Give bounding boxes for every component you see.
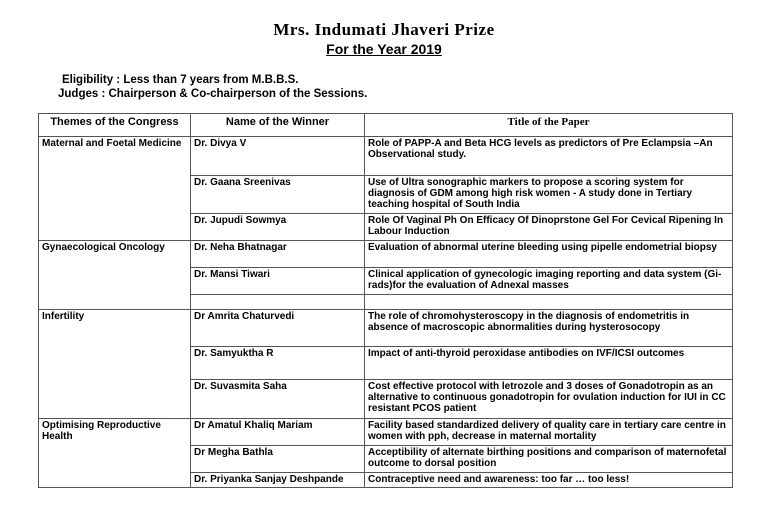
winner-name: Dr. Mansi Tiwari	[191, 268, 365, 295]
winner-name: Dr. Samyuktha R	[191, 347, 365, 380]
table-row	[39, 241, 733, 268]
winner-name: Dr Amatul Khaliq Mariam	[191, 419, 365, 446]
paper-title: Acceptibility of alternate birthing positions and comparison of maternofetal outcome to dorsal position	[365, 446, 733, 473]
paper-title: Role of PAPP-A and Beta HCG levels as predictors of Pre Eclampsia –An Observational study.	[365, 137, 733, 176]
judges-text: Judges : Chairperson & Co-chairperson of the Sessions.	[58, 88, 368, 100]
page-title: Mrs. Indumati Jhaveri Prize	[273, 20, 495, 39]
theme-cell: Maternal and Foetal Medicine	[39, 137, 191, 241]
paper-title: Role Of Vaginal Ph On Efficacy Of Dinoprstone Gel For Cevical Ripening In Labour Induction	[365, 214, 733, 241]
winner-name: Dr. Priyanka Sanjay Deshpande	[191, 473, 365, 488]
winner-name: Dr. Gaana Sreenivas	[191, 176, 365, 214]
paper-title: Cost effective protocol with letrozole and 3 doses of Gonadotropin as an alternative to continuous gonadotropin for ovulation induction for IUI in CC resistant PCOS patient	[365, 380, 733, 419]
header-paper-title: Title of the Paper	[365, 114, 733, 137]
eligibility-text: Eligibility : Less than 7 years from M.B.B.S.	[62, 74, 299, 86]
header-themes: Themes of the Congress	[39, 114, 191, 137]
paper-title: Impact of anti-thyroid peroxidase antibodies on IVF/ICSI outcomes	[365, 347, 733, 380]
winner-name: Dr. Suvasmita Saha	[191, 380, 365, 419]
winner-name: Dr Amrita Chaturvedi	[191, 310, 365, 347]
winner-name: Dr. Jupudi Sowmya	[191, 214, 365, 241]
winners-table	[38, 113, 733, 488]
paper-title: Evaluation of abnormal uterine bleeding using pipelle endometrial biopsy	[365, 241, 733, 268]
table-row	[39, 310, 733, 347]
table-row	[39, 419, 733, 446]
winner-name	[191, 295, 365, 310]
theme-cell: Optimising Reproductive Health	[39, 419, 191, 488]
theme-cell: Infertility	[39, 310, 191, 419]
winner-name: Dr Megha Bathla	[191, 446, 365, 473]
paper-title: Clinical application of gynecologic imaging reporting and data system (Gi-rads)for the evaluation of Adnexal masses	[365, 268, 733, 295]
winner-name: Dr. Divya V	[191, 137, 365, 176]
paper-title	[365, 295, 733, 310]
page-subtitle: For the Year 2019	[326, 41, 442, 57]
paper-title: Facility based standardized delivery of quality care in tertiary care centre in women with pph, decrease in maternal mortality	[365, 419, 733, 446]
theme-cell: Gynaecological Oncology	[39, 241, 191, 310]
winner-name: Dr. Neha Bhatnagar	[191, 241, 365, 268]
paper-title: Contraceptive need and awareness: too far … too less!	[365, 473, 733, 488]
header-winner: Name of the Winner	[191, 114, 365, 137]
table-row	[39, 137, 733, 176]
paper-title: Use of Ultra sonographic markers to propose a scoring system for diagnosis of GDM among high risk women - A study done in Tertiary teaching hospital of South India	[365, 176, 733, 214]
paper-title: The role of chromohysteroscopy in the diagnosis of endometritis in absence of macroscopic abnormalities during hysterosocopy	[365, 310, 733, 347]
